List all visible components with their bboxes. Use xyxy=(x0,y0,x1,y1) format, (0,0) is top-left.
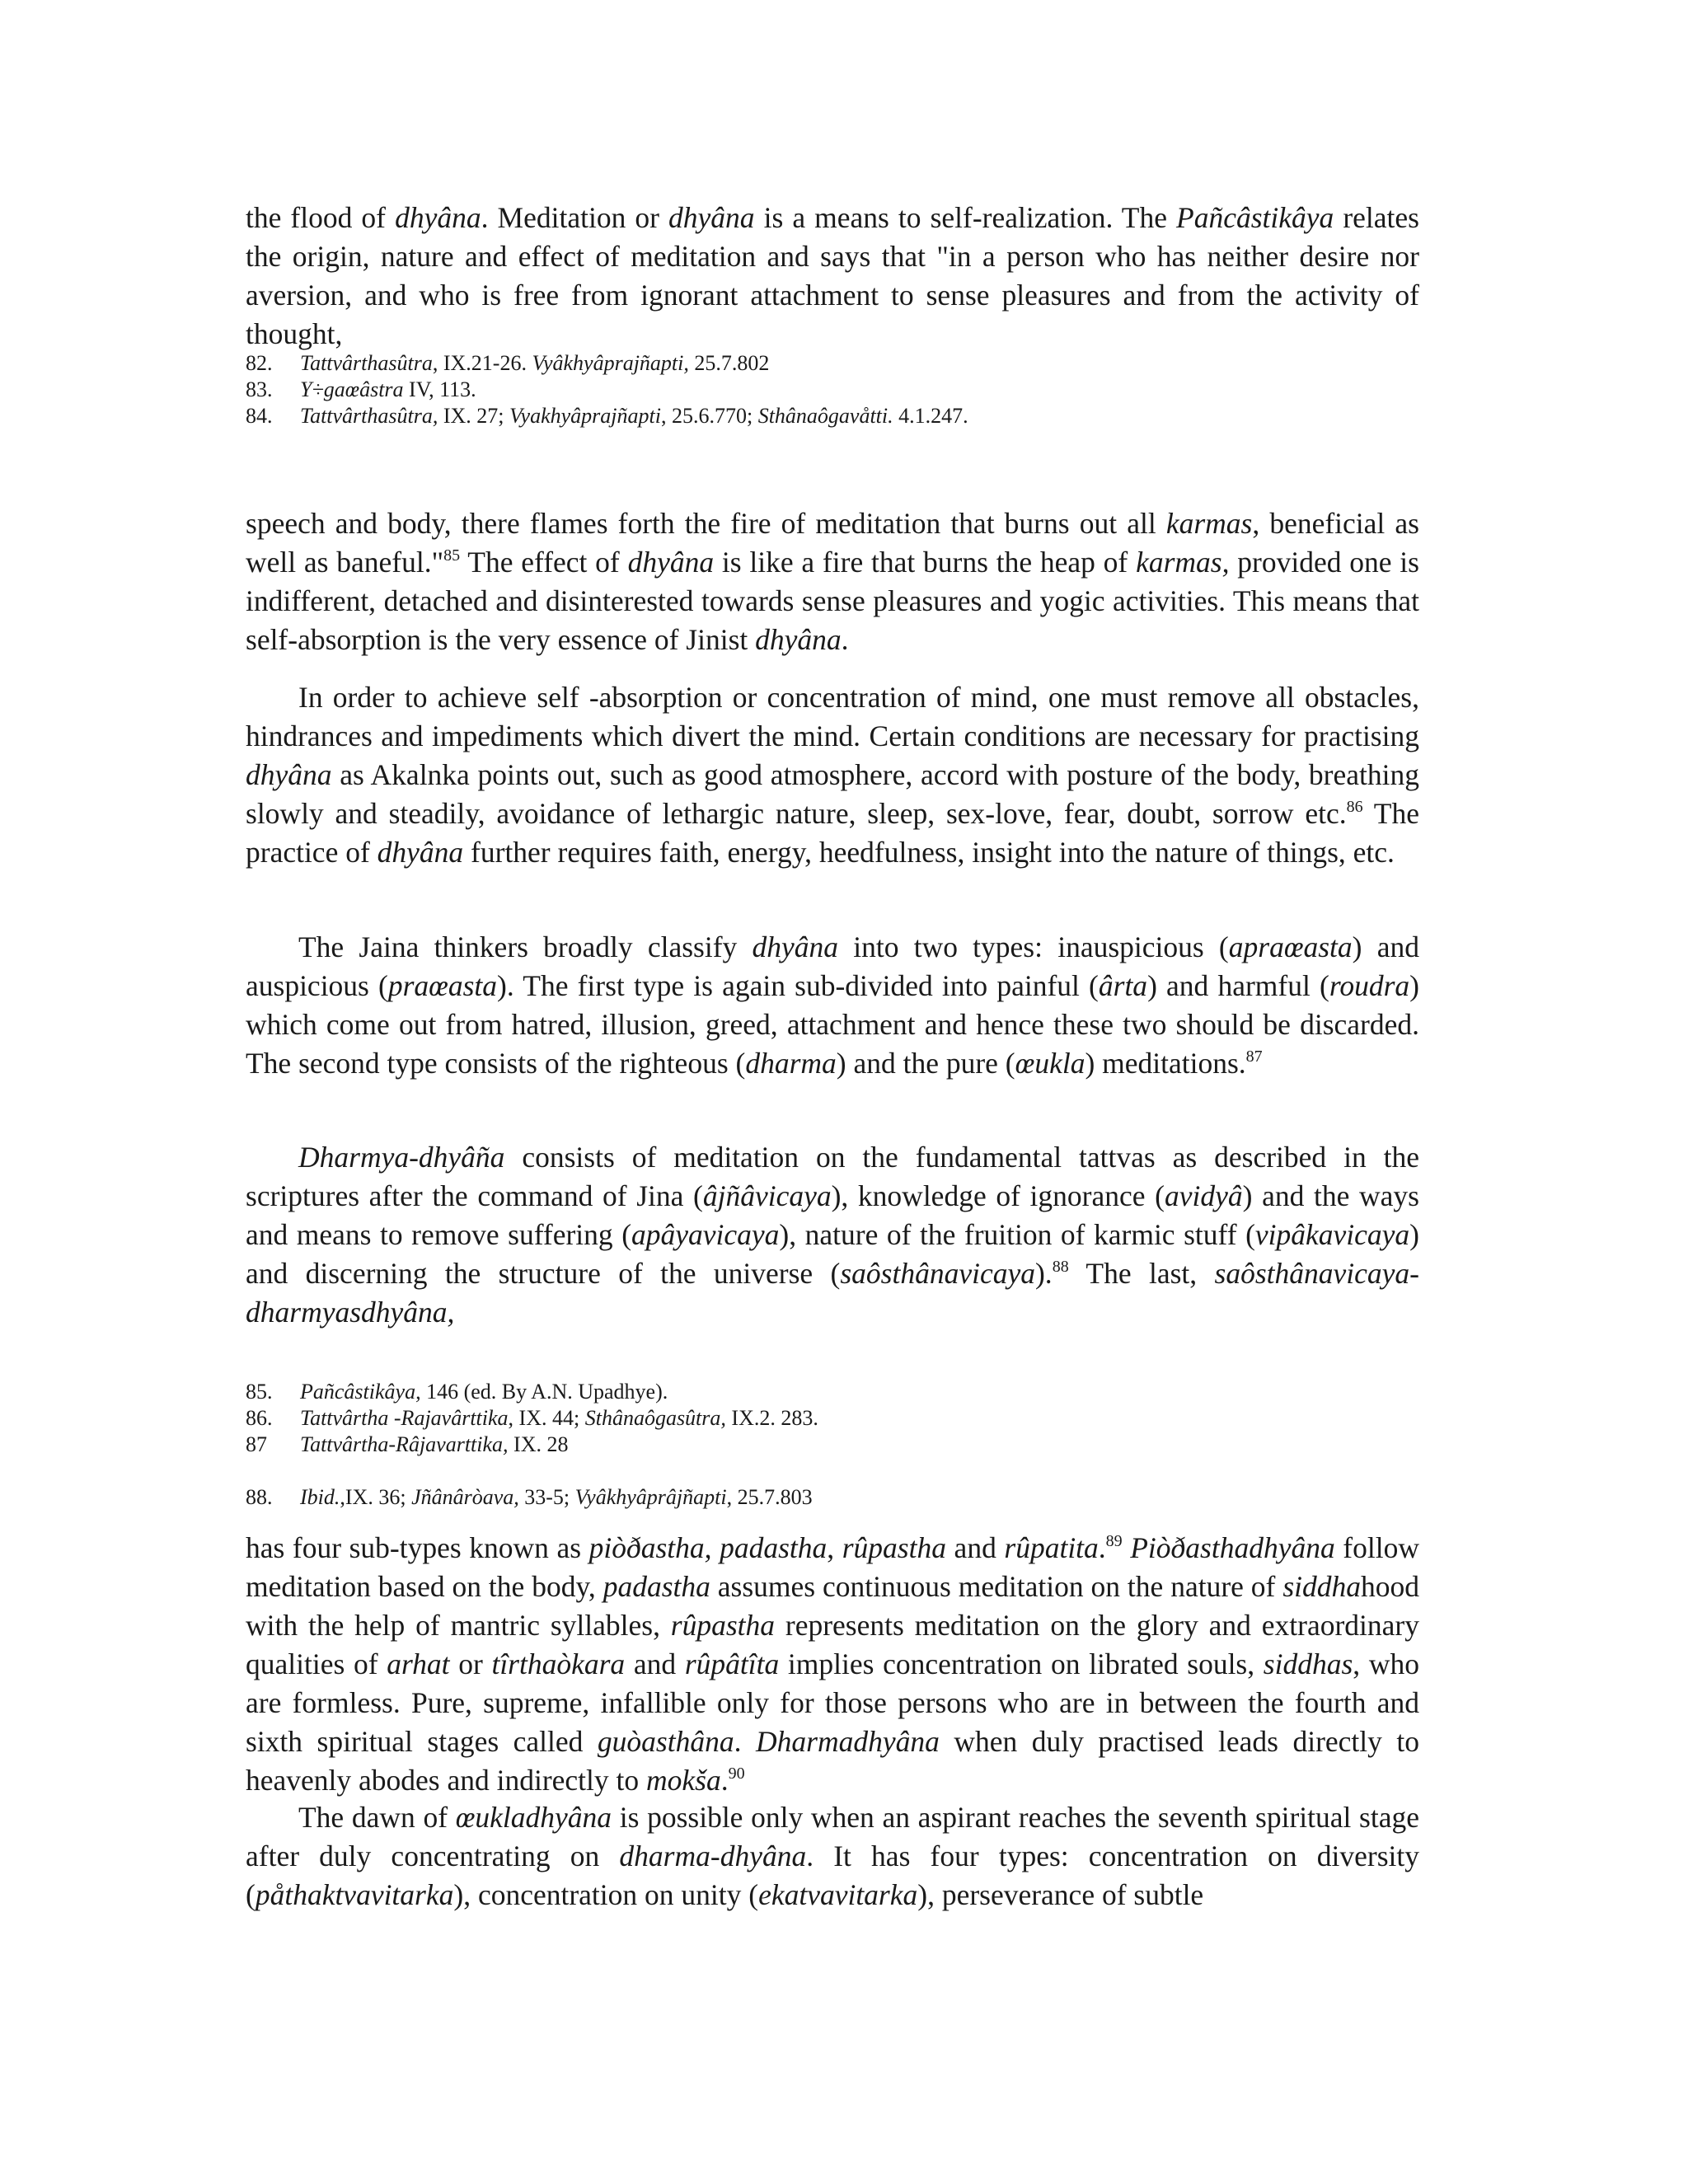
footnote-ref: 90 xyxy=(728,1765,745,1783)
text: 146 (ed. By A.N. Upadhye). xyxy=(420,1380,668,1404)
source: Tattvârtha-Râjavarttika, xyxy=(300,1432,509,1456)
term: rûpatita xyxy=(1004,1531,1099,1564)
text: assumes continuous meditation on the nature of xyxy=(710,1570,1283,1603)
term: rûpastha xyxy=(670,1609,776,1642)
source: Vyâkhyâprâjñapti xyxy=(574,1485,727,1509)
term: siddha xyxy=(1282,1570,1361,1603)
text: The Jaina thinkers broadly classify xyxy=(298,930,753,963)
text: ) which come out from hatred, illusion, greed, attachment and hence these two should be discarded. The second type consists of the righteous ( xyxy=(246,969,1419,1080)
source: Sthânaôgasûtra, xyxy=(584,1406,726,1430)
text: ). xyxy=(1034,1257,1053,1290)
text: , xyxy=(827,1531,842,1564)
text: . xyxy=(1098,1531,1106,1564)
term: mokša xyxy=(646,1764,721,1797)
text: ) and harmful ( xyxy=(1147,969,1329,1002)
text: . xyxy=(841,623,849,656)
footnote-87 xyxy=(246,1432,1419,1458)
text: IX. 27; xyxy=(438,404,510,428)
term: Pañcâstikâya xyxy=(1176,201,1334,234)
term: piòðastha, padastha xyxy=(588,1531,828,1564)
text: ), concentration on unity ( xyxy=(453,1878,759,1911)
text: as Akalnka points out, such as good atmosphere, accord with posture of the body, breathing slowly and steadily, avoidance of lethargic nature, sleep, sex-love, fear, doubt, sorrow etc. xyxy=(246,758,1419,830)
text: ), nature of the fruition of karmic stuff ( xyxy=(779,1218,1255,1251)
text: ) and discerning the structure of the universe ( xyxy=(246,1218,1419,1290)
footnote-ref: 88 xyxy=(1052,1258,1069,1276)
term: avidyâ xyxy=(1164,1179,1243,1212)
term: œukla xyxy=(1015,1047,1085,1080)
text: when duly practised leads directly to heavenly abodes and indirectly to xyxy=(246,1725,1420,1797)
footnote-number: 85. xyxy=(246,1380,273,1404)
text: , 25.6.770; xyxy=(660,404,758,428)
text: further requires faith, energy, heedfulness, insight into the nature of things, etc. xyxy=(463,836,1395,869)
text: 33-5; xyxy=(518,1485,575,1509)
term: siddhas xyxy=(1263,1647,1353,1680)
footnote-ref: 86 xyxy=(1346,798,1363,816)
source: Y÷gaœâstra xyxy=(300,377,404,401)
term: guòasthâna xyxy=(597,1725,734,1758)
text: . It has four types: concentration on diversity ( xyxy=(246,1840,1419,1911)
text: 4.1.247. xyxy=(893,404,968,428)
text: represents meditation on the glory and extraordinary qualities of xyxy=(246,1609,1419,1680)
term: vipâkavicaya xyxy=(1254,1218,1410,1251)
term: saôsthânavicaya-dharmyasdhyâna, xyxy=(246,1257,1419,1329)
term: dharma-dhyâna xyxy=(619,1840,807,1872)
term: karmas xyxy=(1165,507,1253,540)
term: påthaktvavitarka xyxy=(255,1878,454,1911)
text: into two types: inauspicious ( xyxy=(838,930,1229,963)
footnote-ref: 85 xyxy=(443,546,461,565)
term: dhyâna xyxy=(377,836,464,869)
text: follow meditation based on the body, xyxy=(246,1531,1419,1603)
text: speech and body, there flames forth the fire of meditation that burns out all xyxy=(246,507,1166,540)
text: ) and the ways and means to remove suffering ( xyxy=(246,1179,1419,1251)
term: saôsthânavicaya xyxy=(840,1257,1035,1290)
term: roudra xyxy=(1329,969,1410,1002)
source: Tattvârthasûtra xyxy=(300,351,433,375)
term: rûpâtîta xyxy=(684,1647,780,1680)
text: . Meditation or xyxy=(481,201,669,234)
footnote-86 xyxy=(246,1405,1419,1432)
footnote-number: 88. xyxy=(246,1485,273,1509)
text xyxy=(1123,1531,1131,1564)
term: dhyâna xyxy=(668,201,755,234)
text: , who are formless. Pure, supreme, infallible only for those persons who are in between the fourth and sixth spiritual stages called xyxy=(246,1647,1419,1758)
text: ) and auspicious ( xyxy=(246,930,1419,1002)
text: and xyxy=(945,1531,1005,1564)
text: ), perseverance of subtle xyxy=(917,1878,1204,1911)
source: Tattvârthasûtra, xyxy=(300,404,438,428)
text: has four sub-types known as xyxy=(246,1531,589,1564)
source: Tattvârtha -Rajavârttika xyxy=(300,1406,509,1430)
term: tîrthaòkara xyxy=(491,1647,626,1680)
term: ekatvavitarka xyxy=(758,1878,918,1911)
text: ,IX. 36; xyxy=(340,1485,412,1509)
text: IX.2. 283. xyxy=(725,1406,818,1430)
text: The dawn of xyxy=(298,1801,456,1834)
term: apraœasta xyxy=(1228,930,1353,963)
text: implies concentration on librated souls, xyxy=(779,1647,1264,1680)
paragraph-5 xyxy=(246,1138,1419,1332)
text: ). The first type is again sub-divided into painful ( xyxy=(497,969,1099,1002)
term: dhyâna xyxy=(627,546,715,579)
footnote-number: 83. xyxy=(246,377,273,401)
term: padastha xyxy=(603,1570,710,1603)
paragraph-1 xyxy=(246,199,1419,354)
source: Pañcâstikâya, xyxy=(300,1380,421,1404)
footnote-88-block xyxy=(246,1484,1419,1511)
term: œukladhyâna xyxy=(455,1801,612,1834)
text: the flood of xyxy=(246,201,396,234)
text: , IX.21-26. xyxy=(432,351,532,375)
footnote-85 xyxy=(246,1379,1419,1405)
text: IX. 28 xyxy=(508,1432,569,1456)
footnote-number: 82. xyxy=(246,351,273,375)
term: dhyâna xyxy=(246,758,332,791)
text: ), knowledge of ignorance ( xyxy=(831,1179,1165,1212)
source: Vyakhyâprajñapti xyxy=(509,404,661,428)
text: ) meditations. xyxy=(1085,1047,1246,1080)
source: Jñânâròava, xyxy=(411,1485,519,1509)
text: The effect of xyxy=(460,546,628,579)
text: is possible only when an aspirant reaches the seventh spiritual stage after duly concentrating on xyxy=(246,1801,1419,1872)
term: dhyâna xyxy=(395,201,481,234)
term: praœasta xyxy=(387,969,498,1002)
text: IV, 113. xyxy=(403,377,476,401)
footnote-ref: 87 xyxy=(1245,1047,1263,1066)
text: ) and the pure ( xyxy=(836,1047,1015,1080)
source: Sthânaôgavåtti. xyxy=(757,404,893,428)
footnotes-82-84 xyxy=(246,350,1419,429)
term: rûpastha xyxy=(842,1531,946,1564)
footnote-83 xyxy=(246,377,1419,403)
text: . xyxy=(720,1764,729,1797)
source: Ibid. xyxy=(300,1485,340,1509)
term: ârta xyxy=(1098,969,1148,1002)
term: karmas, xyxy=(1136,546,1230,579)
source: Vyâkhyâprajñapti, xyxy=(532,351,689,375)
text: is like a fire that burns the heap of xyxy=(714,546,1137,579)
text: In order to achieve self -absorption or concentration of mind, one must remove all obstacles, hindrances and impediments which divert the mind. Certain conditions are necessary for practising xyxy=(246,681,1419,752)
footnotes-85-87 xyxy=(246,1379,1419,1458)
term: apâyavicaya xyxy=(631,1218,780,1251)
text: . xyxy=(734,1725,756,1758)
text: consists of meditation on the fundamental tattvas as described in the scriptures after the command of Jina ( xyxy=(246,1141,1419,1212)
term: Piòðasthadhyâna xyxy=(1130,1531,1335,1564)
term: Dharmya-dhyâña xyxy=(298,1141,505,1174)
term: dhyâna xyxy=(755,623,842,656)
text: , 25.7.803 xyxy=(726,1485,813,1509)
term: Dharmadhyâna xyxy=(756,1725,940,1758)
term: âjñâvicaya xyxy=(702,1179,832,1212)
text: provided one is indifferent, detached and disinterested towards sense pleasures and yogic activities. This means that self-absorption is the very essence of Jinist xyxy=(246,546,1419,656)
text: The last, xyxy=(1068,1257,1215,1290)
paragraph-4 xyxy=(246,928,1419,1083)
text: is a means to self-realization. The xyxy=(754,201,1177,234)
text: , beneficial as well as baneful." xyxy=(246,507,1419,579)
text: relates the origin, nature and effect of meditation and says that "in a person who has neither desire nor aversion, and who is free from ignorant attachment to sense pleasures and from the activity of thought, xyxy=(246,201,1419,350)
footnote-number: 86. xyxy=(246,1406,273,1430)
text: The practice of xyxy=(246,797,1419,869)
text: and xyxy=(625,1647,685,1680)
footnote-number: 87 xyxy=(246,1432,267,1456)
paragraph-7 xyxy=(246,1798,1419,1915)
footnote-82 xyxy=(246,350,1419,377)
text: 25.7.802 xyxy=(688,351,770,375)
text: or xyxy=(449,1647,492,1680)
paragraph-2 xyxy=(246,504,1419,659)
text: hood with the help of mantric syllables, xyxy=(246,1570,1419,1642)
term: dharma xyxy=(745,1047,837,1080)
term: dhyâna xyxy=(752,930,839,963)
footnote-number: 84. xyxy=(246,404,273,428)
text: , IX. 44; xyxy=(508,1406,585,1430)
footnote-84 xyxy=(246,403,1419,429)
footnote-88 xyxy=(246,1484,1419,1511)
term: arhat xyxy=(387,1647,450,1680)
footnote-ref: 89 xyxy=(1105,1532,1123,1550)
paragraph-3 xyxy=(246,678,1419,872)
paragraph-6 xyxy=(246,1529,1419,1800)
